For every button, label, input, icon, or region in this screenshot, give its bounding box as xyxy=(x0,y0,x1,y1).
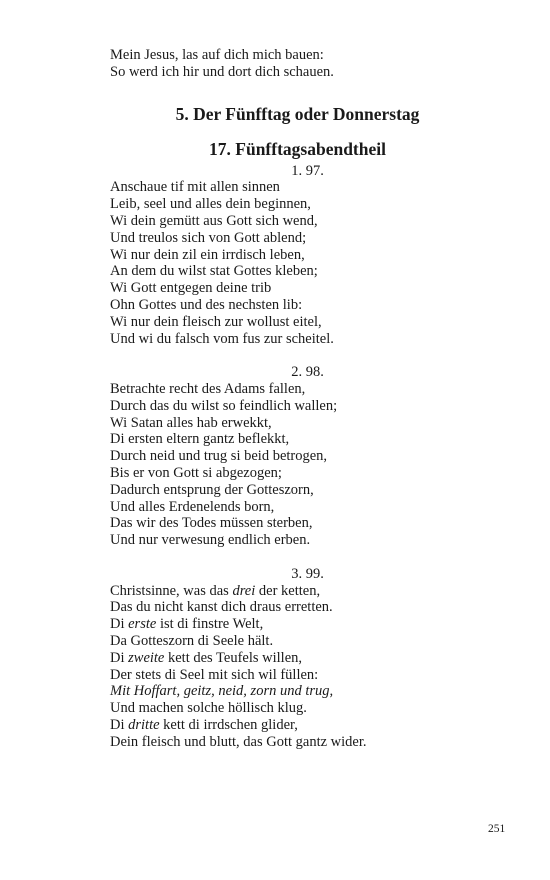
verse-line: Wi Satan alles hab erwekkt, xyxy=(110,414,272,431)
verse-line: Wi nur dein zil ein irrdisch leben, xyxy=(110,246,305,263)
verse-text: ist di finstre Welt, xyxy=(156,616,264,633)
verse-line xyxy=(110,717,450,734)
stanza xyxy=(110,566,450,751)
verse-line: Das du nicht kanst dich draus erretten. xyxy=(110,599,333,616)
stanza-number: 3. 99. xyxy=(291,565,324,582)
verse-line xyxy=(110,650,450,667)
verse-line: Ohn Gottes und des nechsten lib: xyxy=(110,296,303,313)
intro-couplet xyxy=(110,47,450,81)
stanza xyxy=(110,163,450,348)
verse-line: Der stets di Seel mit sich wil füllen: xyxy=(110,666,319,683)
verse-line: Und machen solche höllisch klug. xyxy=(110,700,307,717)
verse-text: kett des Teufels willen, xyxy=(164,649,303,666)
stanza-list xyxy=(110,163,450,751)
verse-line: Anschaue tif mit allen sinnen xyxy=(110,179,280,196)
verse-text: Christsinne, was das xyxy=(110,582,233,599)
verse-line: Und alles Erdenelends born, xyxy=(110,498,275,515)
verse-line: Wi nur dein fleisch zur wollust eitel, xyxy=(110,313,322,330)
verse-line: An dem du wilst stat Gottes kleben; xyxy=(110,263,318,280)
hymn-title: 17. Fünfftagsabendtheil xyxy=(209,138,386,159)
section-heading: 5. Der Fünfftag oder Donnerstag xyxy=(175,103,420,124)
verse-line: Und treulos sich von Gott ablend; xyxy=(110,229,307,246)
verse-line: Wi dein gemütt aus Gott sich wend, xyxy=(110,212,318,229)
page-body xyxy=(110,47,450,767)
verse-text: Di xyxy=(110,716,129,733)
stanza-number: 2. 98. xyxy=(291,364,324,381)
verse-line: Und wi du falsch vom fus zur scheitel. xyxy=(110,330,334,347)
verse-line xyxy=(110,583,450,600)
emphasized-text: erste xyxy=(128,616,157,633)
emphasized-text: zweite xyxy=(128,649,165,666)
verse-line: Und nur verwesung endlich erben. xyxy=(110,532,311,549)
verse-line: Da Gotteszorn di Seele hält. xyxy=(110,632,274,649)
verse-text: kett di irrdschen glider, xyxy=(159,716,298,733)
stanza xyxy=(110,364,450,549)
page-number: 251 xyxy=(488,823,506,835)
verse-line: Leib, seel und alles dein beginnen, xyxy=(110,196,311,213)
verse-line: Das wir des Todes müssen sterben, xyxy=(110,515,313,532)
verse-line: Betrachte recht des Adams fallen, xyxy=(110,380,306,397)
verse-line xyxy=(110,616,450,633)
verse-line: Di ersten eltern gantz beflekkt, xyxy=(110,431,290,448)
verse-line: Wi Gott entgegen deine trib xyxy=(110,280,272,297)
verse-text: Di xyxy=(110,616,129,633)
stanza-number: 1. 97. xyxy=(291,162,324,179)
verse-line xyxy=(110,683,450,700)
verse-line: Dadurch entsprung der Gotteszorn, xyxy=(110,481,314,498)
verse-line: Durch neid und trug si beid betrogen, xyxy=(110,448,328,465)
verse-line: Durch das du wilst so feindlich wallen; xyxy=(110,397,338,414)
verse-line: Bis er von Gott si abgezogen; xyxy=(110,464,282,481)
emphasized-text: Mit Hoffart, geitz, neid, zorn und trug, xyxy=(110,683,334,700)
emphasized-text: dritte xyxy=(128,716,160,733)
emphasized-text: drei xyxy=(232,582,256,599)
verse-line: Dein fleisch und blutt, das Gott gantz wider. xyxy=(110,733,367,750)
intro-line: Mein Jesus, las auf dich mich bauen: xyxy=(110,47,324,63)
verse-text: Di xyxy=(110,649,129,666)
intro-line: So werd ich hir und dort dich schauen. xyxy=(110,63,334,80)
verse-text: der ketten, xyxy=(255,582,321,599)
